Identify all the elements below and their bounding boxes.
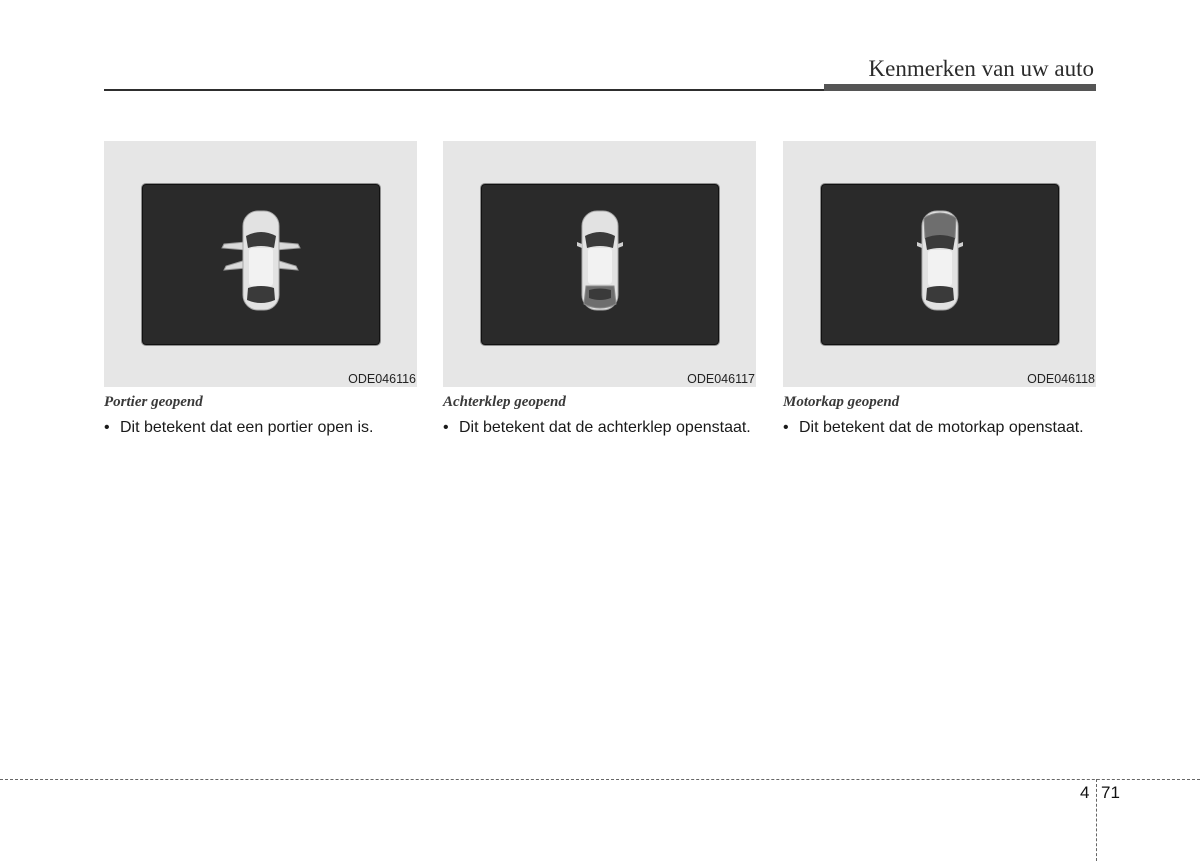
cluster-display — [820, 183, 1060, 346]
page-header-title: Kenmerken van uw auto — [868, 56, 1094, 81]
bullet-icon: • — [783, 419, 789, 436]
bullet-icon: • — [104, 419, 110, 436]
figure-caption: Achterklep geopend — [443, 394, 566, 410]
figure-code: ODE046116 — [348, 372, 416, 386]
car-doors-open-icon — [142, 184, 380, 345]
cluster-display — [480, 183, 720, 346]
header-rule-accent — [824, 84, 1096, 91]
cluster-display — [141, 183, 381, 346]
figure-code: ODE046118 — [1027, 372, 1095, 386]
footer-divider — [0, 779, 1200, 780]
figure-code: ODE046117 — [687, 372, 755, 386]
bullet-text: Dit betekent dat de motorkap openstaat. — [799, 419, 1084, 436]
bullet-item — [104, 418, 417, 437]
bullet-icon: • — [443, 419, 449, 436]
figure-door-open — [104, 141, 417, 387]
figure-caption: Motorkap geopend — [783, 394, 900, 410]
section-number: 4 — [1080, 783, 1090, 802]
figure-hood-open — [783, 141, 1096, 387]
car-hood-open-icon — [821, 184, 1059, 345]
bullet-item — [443, 418, 756, 437]
footer-divider-vertical — [1096, 779, 1097, 861]
bullet-text: Dit betekent dat een portier open is. — [120, 419, 374, 436]
bullet-item — [783, 418, 1096, 437]
bullet-text: Dit betekent dat de achterklep openstaat. — [459, 419, 751, 436]
header-rule — [104, 89, 824, 91]
figure-caption: Portier geopend — [104, 394, 203, 410]
figure-trunk-open — [443, 141, 756, 387]
car-trunk-open-icon — [481, 184, 719, 345]
page-number: 71 — [1101, 783, 1120, 802]
